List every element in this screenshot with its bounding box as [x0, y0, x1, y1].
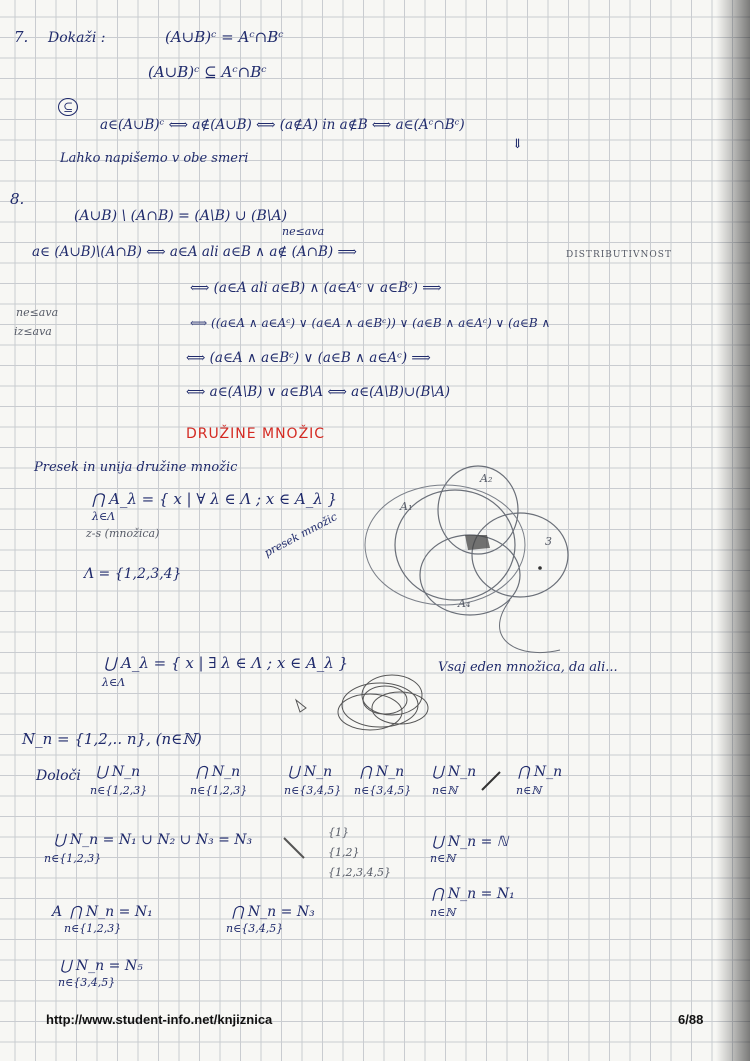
- vsaj-note: Vsaj eden množica, da ali...: [438, 660, 618, 675]
- op-1-sub: n∈{1,2,3}: [90, 784, 148, 797]
- result-4-sub: n∈{3,4,5}: [58, 976, 116, 989]
- distributivnost-label: DISTRIBUTIVNOST: [566, 250, 672, 260]
- op-5-sub: n∈ℕ: [432, 784, 458, 797]
- union-subscript: λ∈Λ: [102, 676, 126, 689]
- annotation-above: ne≤ava: [282, 225, 325, 238]
- scribble-blob: [338, 675, 428, 730]
- venn-set-a1: [395, 490, 515, 600]
- venn-label-a1: A₁: [400, 500, 413, 513]
- venn-label-a4: A₄: [458, 597, 471, 610]
- problem-8-statement: (A∪B) \ (A∩B) = (A\B) ∪ (B\A): [74, 208, 288, 224]
- op-3: ⋃ N_n: [288, 764, 333, 780]
- task-word: Dokaži :: [48, 30, 106, 46]
- op-5: ⋃ N_n: [432, 764, 477, 780]
- venn-intersection-hatch: [465, 535, 490, 550]
- families-intro: Presek in unija družine množic: [34, 460, 238, 475]
- task-word-doloci: Določi: [36, 768, 81, 784]
- result-3-sub: n∈{3,4,5}: [226, 922, 284, 935]
- side-note-2: iz≤ava: [14, 325, 52, 338]
- side-note-1: ne≤ava: [16, 306, 59, 319]
- op-1: ⋃ N_n: [96, 764, 141, 780]
- op-3-sub: n∈{3,4,5}: [284, 784, 342, 797]
- result-inter-n: ⋂ N_n = N₁: [432, 886, 515, 902]
- op-4-sub: n∈{3,4,5}: [354, 784, 412, 797]
- nn-definition: N_n = {1,2,.. n}, (n∈ℕ): [22, 730, 202, 748]
- down-arrow: ⇓: [512, 137, 523, 152]
- subset-circle-mark: ⊆: [58, 98, 78, 116]
- result-2-prefix: A: [52, 904, 63, 920]
- equation-1: (A∪B)ᶜ = Aᶜ∩Bᶜ: [165, 28, 284, 46]
- set-list-3: {1,2,3,4,5}: [328, 866, 391, 879]
- index-set-note: z-s (množica): [86, 527, 160, 540]
- op-6-sub: n∈ℕ: [516, 784, 542, 797]
- venn-outer: [365, 485, 525, 605]
- op-4: ⋂ N_n: [360, 764, 405, 780]
- lambda-set: Λ = {1,2,3,4}: [84, 566, 182, 582]
- op-6: ⋂ N_n: [518, 764, 563, 780]
- result-4: ⋃ N_n = N₅: [60, 958, 143, 974]
- result-1: ⋃ N_n = N₁ ∪ N₂ ∪ N₃ = N₃: [54, 832, 253, 848]
- result-3: ⋂ N_n = N₃: [232, 904, 315, 920]
- proof-line: a∈(A∪B)ᶜ ⟺ a∉(A∪B) ⟺ (a∉A) in a∉B ⟺ a∈(Aᶜ∩Bᶜ): [100, 117, 465, 133]
- venn-dot: [538, 566, 542, 570]
- footer-page-number: 6/88: [678, 1012, 704, 1027]
- equation-2: (A∪B)ᶜ ⊆ Aᶜ∩Bᶜ: [148, 63, 267, 81]
- pointer-mark: [296, 700, 306, 712]
- op-2: ⋂ N_n: [196, 764, 241, 780]
- both-directions-note: Lahko napišemo v obe smeri: [60, 151, 249, 166]
- result-inter-n-sub: n∈ℕ: [430, 906, 456, 919]
- set-list-1: {1}: [328, 826, 349, 839]
- venn-set-3: [472, 513, 568, 597]
- result-union-n-sub: n∈ℕ: [430, 852, 456, 865]
- problem-8-number: 8.: [10, 190, 25, 208]
- op-2-sub: n∈{1,2,3}: [190, 784, 248, 797]
- proof-line-4: ⟺ (a∈A ∧ a∈Bᶜ) ∨ (a∈B ∧ a∈Aᶜ) ⟹: [186, 350, 431, 366]
- slash-mark: [482, 772, 500, 790]
- proof-line-2: ⟺ (a∈A ali a∈B) ∧ (a∈Aᶜ ∨ a∈Bᶜ) ⟹: [190, 280, 442, 296]
- union-definition: ⋃ A_λ = { x | ∃ λ ∈ Λ ; x ∈ A_λ }: [104, 654, 349, 672]
- venn-label-3: 3: [545, 535, 552, 548]
- proof-line-5: ⟺ a∈(A\B) ∨ a∈B\A ⟺ a∈(A\B)∪(B\A): [186, 384, 450, 400]
- section-title: DRUŽINE MNOŽIC: [186, 426, 326, 442]
- result-1-sub: n∈{1,2,3}: [44, 852, 102, 865]
- intersection-definition: ⋂ A_λ = { x | ∀ λ ∈ Λ ; x ∈ A_λ }: [92, 490, 338, 508]
- pencil-mark: [284, 838, 304, 858]
- result-2: ⋂ N_n = N₁: [70, 904, 153, 920]
- venn-label-a2: A₂: [480, 472, 493, 485]
- footer-url: http://www.student-info.net/knjiznica: [46, 1012, 273, 1027]
- proof-line-1: a∈ (A∪B)\(A∩B) ⟺ a∈A ali a∈B ∧ a∉ (A∩B) ⟹: [32, 244, 357, 260]
- result-union-n: ⋃ N_n = ℕ: [432, 834, 509, 850]
- presek-label: presek množic: [262, 510, 340, 560]
- proof-line-3: ⟺ ((a∈A ∧ a∈Aᶜ) ∨ (a∈A ∧ a∈Bᶜ)) ∨ (a∈B ∧ a∈Aᶜ) ∨ (a∈B ∧: [190, 316, 551, 330]
- result-2-sub: n∈{1,2,3}: [64, 922, 122, 935]
- set-list-2: {1,2}: [328, 846, 360, 859]
- intersection-subscript: λ∈Λ: [92, 510, 116, 523]
- venn-leader-line: [500, 600, 560, 653]
- problem-7-number: 7.: [14, 28, 29, 46]
